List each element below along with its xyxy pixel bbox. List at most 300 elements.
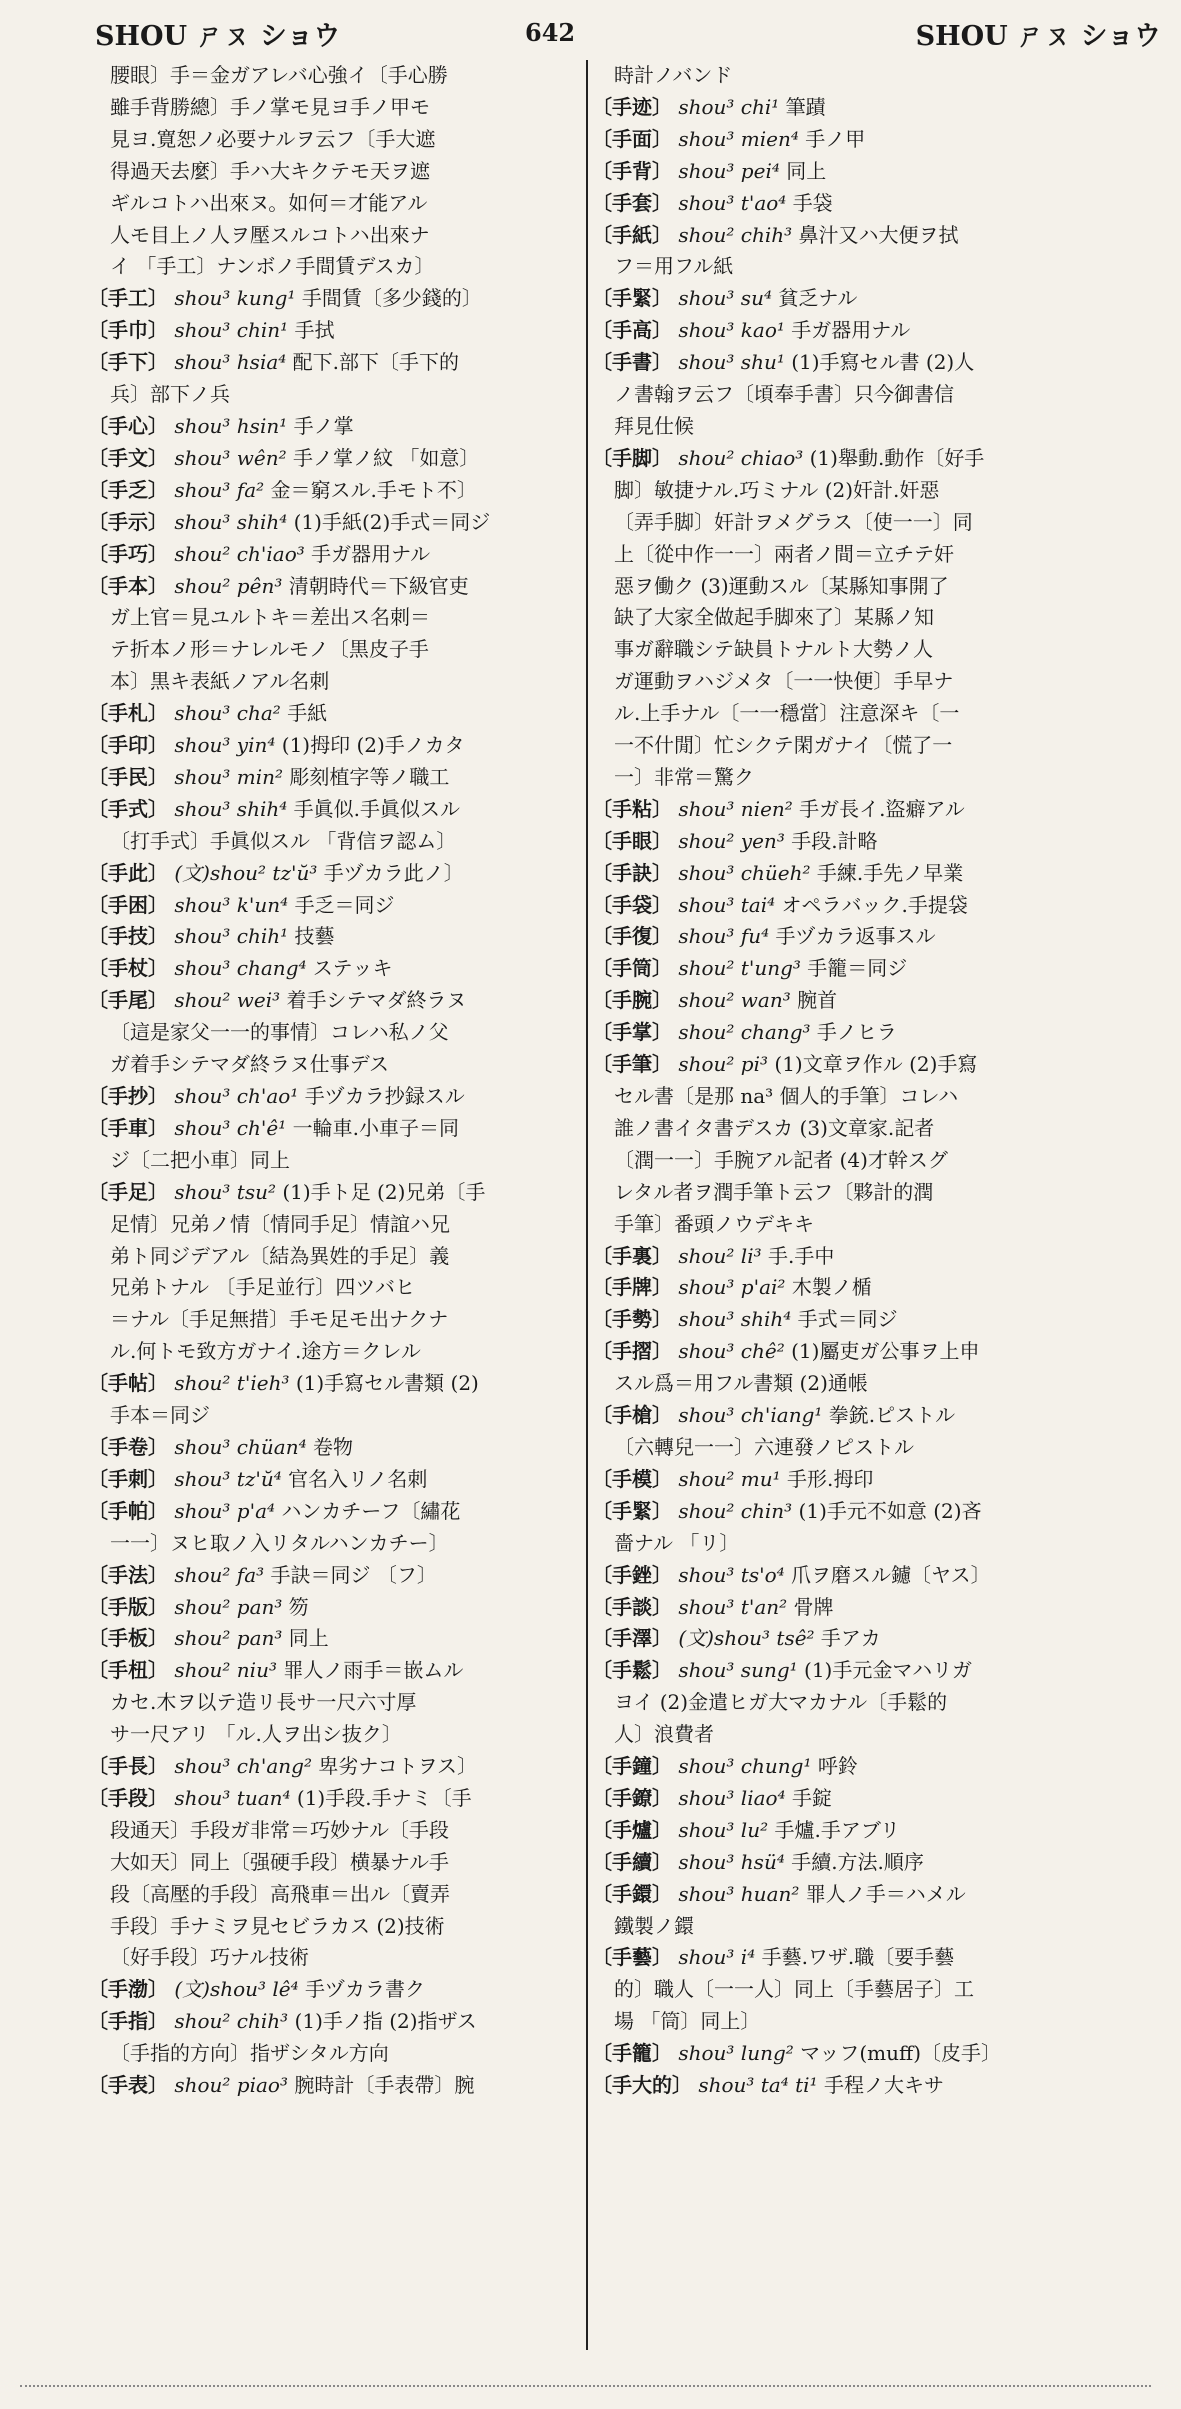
entry-definition: 手錠 [791, 1785, 832, 1810]
entry-definition: 一輪車.小車子＝同 [292, 1115, 459, 1140]
dictionary-entry [88, 283, 583, 315]
entry-continuation-line: 人モ目上ノ人ヲ壓スルコトハ出來ナ [110, 222, 430, 247]
dictionary-entry [88, 1655, 583, 1687]
column-divider [586, 60, 588, 2350]
dictionary-entry [88, 1974, 583, 2006]
dictionary-entry [592, 1751, 1092, 1783]
entry-definition: 手段.計略 [791, 828, 878, 853]
entry-headword: 〔手杖〕 [88, 956, 168, 981]
entry-headword: 〔手長〕 [88, 1754, 168, 1779]
entry-headword: 〔手爐〕 [592, 1817, 672, 1842]
entry-continuation-line: 時計ノバンド [614, 63, 733, 87]
entry-headword: 〔手筆〕 [592, 1052, 672, 1077]
entry-headword: 〔手訣〕 [592, 860, 672, 885]
entry-definition: 手式＝同ジ [797, 1307, 898, 1332]
entry-romanization: shou³ hsia⁴ [174, 350, 287, 375]
entry-headword: 〔手裏〕 [592, 1243, 672, 1268]
dictionary-entry [592, 1655, 1092, 1687]
dictionary-entry [88, 2070, 583, 2102]
entry-romanization: shou³ i⁴ [678, 1945, 756, 1970]
entry-headword: 〔手背〕 [592, 158, 672, 183]
dictionary-entry [88, 1368, 583, 1400]
entry-romanization: shou³ chih¹ [174, 924, 289, 949]
entry-romanization: shou³ shu¹ [678, 350, 785, 375]
dictionary-entry [592, 1847, 1092, 1879]
entry-headword: 〔手巧〕 [88, 541, 168, 566]
entry-continuation-line: テ折本ノ形＝ナレルモノ〔黒皮子手 [110, 637, 429, 662]
entry-definition: 手ノ甲 [805, 126, 866, 151]
entry-definition: マッフ(muff)〔皮手〕 [800, 2041, 1002, 2066]
entry-continuation-line: 弟ト同ジデアル〔結為異姓的手足〕義 [110, 1243, 450, 1268]
entry-romanization: shou³ fu⁴ [678, 924, 770, 949]
entry-definition: 腕首 [797, 988, 838, 1013]
entry-definition: (1)手元不如意 (2)吝 [798, 1498, 982, 1523]
entry-definition: 手アカ [820, 1626, 881, 1651]
entry-definition: 金＝窮スル.手モト不〕 [270, 477, 477, 502]
entry-definition: 手爐.手アブリ [774, 1817, 901, 1842]
entry-headword: 〔手摺〕 [592, 1339, 672, 1364]
entry-continuation-line: 鐵製ノ鐶 [614, 1913, 694, 1938]
entry-headword: 〔手緊〕 [592, 1498, 672, 1523]
page-number: 642 [525, 18, 576, 47]
entry-romanization: shou³ t'an² [678, 1594, 788, 1619]
entry-headword: 〔手尾〕 [88, 988, 168, 1013]
dictionary-entry [88, 475, 583, 507]
dictionary-entry [592, 92, 1092, 124]
dictionary-entry [592, 1592, 1092, 1624]
entry-romanization: shou³ liao⁴ [678, 1785, 786, 1810]
entry-romanization: shou² pên³ [174, 573, 283, 598]
entry-headword: 〔手續〕 [592, 1849, 672, 1874]
entry-romanization: shou² niu³ [174, 1658, 277, 1683]
entry-romanization: (文)shou² tz'ŭ³ [174, 860, 318, 885]
dictionary-entry [88, 1783, 583, 1815]
entry-romanization: shou² pan³ [174, 1626, 283, 1651]
entry-headword: 〔手困〕 [88, 892, 168, 917]
entry-definition: (1)手元金マハリガ [804, 1658, 972, 1683]
entry-headword: 〔手法〕 [88, 1562, 168, 1587]
entry-headword: 〔手帕〕 [88, 1498, 168, 1523]
dictionary-entry [592, 443, 1092, 475]
entry-romanization: shou³ shih⁴ [678, 1307, 792, 1332]
entry-romanization: shou³ yin⁴ [174, 733, 276, 758]
entry-definition: 鼻汁又ハ大便ヲ拭 [798, 222, 959, 247]
entry-definition: (1)拇印 (2)手ノカタ [281, 733, 465, 758]
entry-continuation-line: ジ〔二把小車〕同上 [110, 1147, 290, 1172]
entry-continuation-line: 手筆〕番頭ノウデキキ [614, 1211, 814, 1236]
entry-romanization: shou² pi³ [678, 1052, 769, 1077]
entry-definition: 技藝 [294, 924, 335, 949]
entry-romanization: shou³ pei⁴ [678, 158, 780, 183]
entry-romanization: shou³ ta⁴ ti¹ [698, 2073, 818, 2098]
entry-definition: (1)手寫セル書 (2)人 [791, 350, 975, 375]
entry-continuation-line: 一不什閒〕忙シクテ閑ガナイ〔慌了一 [614, 733, 953, 758]
entry-definition: (1)手紙(2)手式＝同ジ [293, 509, 491, 534]
entry-headword: 〔手鬆〕 [592, 1658, 672, 1683]
entry-continuation-line: 〔手指的方向〕指ザシタル方向 [110, 2041, 389, 2066]
entry-continuation-line: カセ.木ヲ以テ造リ長サ一尺六寸厚 [110, 1690, 417, 1715]
entry-headword: 〔手工〕 [88, 286, 168, 311]
entry-romanization: shou³ k'un⁴ [174, 892, 289, 917]
entry-continuation-line: イ 「手工〕ナンボノ手間賃デスカ〕 [110, 254, 435, 279]
entry-continuation-line: 〔打手式〕手眞似スル 「背信ヲ認ム〕 [110, 828, 457, 853]
entry-continuation-line: ノ書翰ヲ云フ〔頃奉手書〕只今御書信 [614, 382, 954, 407]
entry-definition: 手ノ掌 [293, 413, 354, 438]
entry-headword: 〔手書〕 [592, 350, 672, 375]
dictionary-entry [592, 1879, 1092, 1911]
entry-headword: 〔手澤〕 [592, 1626, 672, 1651]
entry-romanization: shou² li³ [678, 1243, 762, 1268]
entry-headword: 〔手勢〕 [592, 1307, 672, 1332]
entry-continuation-line: 〔六轉兒一一〕六連發ノピストル [614, 1434, 914, 1459]
dictionary-entry [88, 571, 583, 603]
entry-continuation-line: 手本＝同ジ [110, 1403, 210, 1428]
entry-headword: 〔手袋〕 [592, 892, 672, 917]
entry-definition: 手ヅカラ返事スル [775, 924, 936, 949]
dictionary-entry [592, 921, 1092, 953]
dictionary-entry [88, 794, 583, 826]
dictionary-entry [592, 1560, 1092, 1592]
entry-romanization: shou² wei³ [174, 988, 281, 1013]
entry-romanization: shou³ kung¹ [174, 286, 296, 311]
dictionary-entry [88, 762, 583, 794]
entry-romanization: shou² t'ung³ [678, 956, 801, 981]
entry-romanization: shou³ hsin¹ [174, 413, 288, 438]
entry-continuation-line: スル爲＝用フル書類 (2)通帳 [614, 1371, 868, 1396]
dictionary-entry [88, 411, 583, 443]
dictionary-entry [592, 890, 1092, 922]
entry-continuation-line: ヨイ (2)金遣ヒガ大マカナル〔手鬆的 [614, 1690, 948, 1715]
entry-headword: 〔手抄〕 [88, 1084, 168, 1108]
entry-definition: 手拭 [294, 318, 335, 343]
entry-continuation-line: 上〔從中作一一〕兩者ノ間＝立チテ奸 [614, 541, 954, 566]
entry-continuation-line: 兵〕部下ノ兵 [110, 382, 230, 407]
entry-romanization: shou² yen³ [678, 828, 785, 853]
entry-romanization: shou³ ch'ang² [174, 1754, 313, 1779]
entry-headword: 〔手藝〕 [592, 1945, 672, 1970]
dictionary-entry [88, 1464, 583, 1496]
entry-headword: 〔手粘〕 [592, 796, 672, 821]
entry-romanization: shou³ ch'ê¹ [174, 1115, 287, 1140]
entry-headword: 〔手下〕 [88, 350, 168, 375]
entry-headword: 〔手紙〕 [592, 222, 672, 247]
entry-definition: (1)舉動.動作〔好手 [809, 445, 985, 470]
dictionary-entry [592, 188, 1092, 220]
entry-headword: 〔手札〕 [88, 701, 168, 726]
left-column [88, 60, 583, 2391]
dictionary-entry [88, 539, 583, 571]
dictionary-entry [88, 2006, 583, 2038]
header-right-running-head: SHOU ㄕㄡ ショウ [915, 21, 1161, 52]
entry-headword: 〔手高〕 [592, 318, 672, 343]
entry-romanization: shou³ nien² [678, 796, 793, 821]
entry-continuation-line: 足情〕兄弟ノ情〔情同手足〕情誼ハ兄 [110, 1211, 450, 1236]
entry-headword: 〔手鐶〕 [592, 1881, 672, 1906]
entry-romanization: shou² chih³ [174, 2009, 289, 2034]
entry-romanization: shou² chin³ [678, 1498, 793, 1523]
entry-romanization: shou³ chüan⁴ [174, 1434, 307, 1459]
dictionary-entry [592, 1496, 1092, 1528]
entry-definition: 手ヅカラ抄録スル [304, 1084, 465, 1108]
entry-headword: 〔手刺〕 [88, 1466, 168, 1491]
dictionary-entry [88, 953, 583, 985]
entry-romanization: shou³ ts'o⁴ [678, 1562, 785, 1587]
entry-headword: 〔手卷〕 [88, 1434, 168, 1459]
entry-romanization: shou³ mien⁴ [678, 126, 799, 151]
entry-romanization: shou³ chüeh² [678, 860, 811, 885]
dictionary-entry [88, 921, 583, 953]
entry-definition: 罪人ノ手＝ハメル [805, 1881, 966, 1906]
dictionary-entry [88, 985, 583, 1017]
dictionary-entry [592, 220, 1092, 252]
bottom-dotted-rule [20, 2385, 1151, 2387]
dictionary-entry [592, 347, 1092, 379]
dictionary-entry [88, 443, 583, 475]
page-header [95, 14, 1161, 56]
entry-definition: 手乏＝同ジ [294, 892, 395, 917]
entry-headword: 〔手談〕 [592, 1594, 672, 1619]
entry-romanization: shou³ shih⁴ [174, 509, 288, 534]
entry-definition: (1)手ト足 (2)兄弟〔手 [282, 1179, 486, 1204]
entry-romanization: shou³ chê² [678, 1339, 785, 1364]
entry-romanization: shou³ lung² [678, 2041, 794, 2066]
entry-romanization: shou³ min² [174, 764, 284, 789]
dictionary-entry [592, 1241, 1092, 1273]
dictionary-entry [592, 1815, 1092, 1847]
entry-continuation-line: 缺了大家全做起手脚來了〕某縣ノ知 [614, 605, 934, 630]
dictionary-entry [592, 1304, 1092, 1336]
entry-definition: 手練.手先ノ早業 [816, 860, 964, 885]
entry-headword: 〔手表〕 [88, 2073, 168, 2098]
entry-definition: 手.手中 [767, 1243, 835, 1268]
dictionary-entry [592, 985, 1092, 1017]
entry-continuation-line: ガ上官＝見ユルトキ＝差出ス名刺＝ [110, 605, 430, 630]
entry-headword: 〔手此〕 [88, 860, 168, 885]
entry-definition: 手籠＝同ジ [807, 956, 908, 981]
dictionary-entry [592, 1942, 1092, 1974]
entry-continuation-line: 見ヨ.寛恕ノ必要ナルヲ云フ〔手大遮 [110, 126, 436, 151]
dictionary-entry [592, 2070, 1092, 2102]
entry-definition: (1)屬吏ガ公事ヲ上申 [791, 1339, 980, 1364]
entry-continuation-line: 腰眼〕手＝金ガアレバ心強イ〔手心勝 [110, 63, 448, 87]
entry-continuation-line: 〔這是家父一一的事情〕コレハ私ノ父 [110, 1020, 449, 1045]
entry-definition: 同上 [288, 1626, 329, 1651]
entry-definition: 手ガ長イ.盜癖アル [799, 796, 965, 821]
entry-continuation-line: 拜見仕候 [614, 413, 694, 438]
entry-continuation-line: サ一尺アリ 「ル.人ヲ出シ抜ク〕 [110, 1722, 402, 1747]
entry-headword: 〔手乏〕 [88, 477, 168, 502]
dictionary-entry [88, 858, 583, 890]
entry-romanization: shou³ chi¹ [678, 94, 780, 119]
entry-romanization: shou³ hsü⁴ [678, 1849, 785, 1874]
entry-continuation-line: 兄弟トナル 〔手足並行〕四ツバヒ [110, 1275, 415, 1300]
entry-romanization: shou³ tz'ŭ⁴ [174, 1466, 282, 1491]
entry-definition: 手ヅカラ書ク [305, 1977, 426, 2002]
dictionary-entry [88, 1113, 583, 1145]
dictionary-entry [88, 1496, 583, 1528]
entry-continuation-line: 惡ヲ働ク (3)運動スル〔某縣知事開了 [614, 573, 949, 598]
entry-romanization: shou³ huan² [678, 1881, 800, 1906]
entry-romanization: shou³ lu² [678, 1817, 769, 1842]
entry-continuation-line: 人〕浪費者 [614, 1722, 714, 1747]
entry-continuation-line: 〔好手段〕巧ナル技術 [110, 1945, 309, 1970]
entry-headword: 〔手腕〕 [592, 988, 672, 1013]
entry-definition: 骨牌 [793, 1594, 834, 1619]
entry-definition: 呼鈴 [817, 1754, 858, 1779]
entry-romanization: shou³ tai⁴ [678, 892, 776, 917]
entry-romanization: shou² chang³ [678, 1020, 811, 1045]
entry-continuation-line: 誰ノ書イタ書デスカ (3)文章家.記者 [614, 1115, 935, 1140]
entry-headword: 〔手眼〕 [592, 828, 672, 853]
entry-romanization: shou³ sung¹ [678, 1658, 798, 1683]
right-column [592, 60, 1092, 2391]
dictionary-entry [592, 1623, 1092, 1655]
entry-headword: 〔手段〕 [88, 1785, 168, 1810]
entry-continuation-line: 雖手背勝總〕手ノ掌モ見ヨ手ノ甲モ [110, 94, 430, 119]
entry-headword: 〔手印〕 [88, 733, 168, 758]
entry-continuation-line: ＝ナル〔手足無措〕手モ足モ出ナクナ [110, 1307, 449, 1332]
entry-romanization: shou³ t'ao⁴ [678, 190, 787, 215]
entry-definition: 同上 [786, 158, 827, 183]
entry-romanization: shou² ch'iao³ [174, 541, 305, 566]
dictionary-entry [592, 315, 1092, 347]
dictionary-entry [88, 1623, 583, 1655]
entry-headword: 〔手渤〕 [88, 1977, 168, 2002]
entry-continuation-line: 一〕非常＝驚ク [614, 764, 754, 789]
entry-headword: 〔手鐘〕 [592, 1754, 672, 1779]
entry-definition: 手ヅカラ此ノ〕 [323, 860, 464, 885]
entry-headword: 〔手大的〕 [592, 2073, 692, 2098]
entry-romanization: shou³ cha² [174, 701, 281, 726]
entry-definition: (1)文章ヲ作ル (2)手寫 [774, 1052, 978, 1077]
entry-headword: 〔手模〕 [592, 1466, 672, 1491]
entry-headword: 〔手巾〕 [88, 318, 168, 343]
entry-headword: 〔手迹〕 [592, 94, 672, 119]
entry-definition: 着手シテマダ終ラヌ [286, 988, 467, 1013]
entry-romanization: shou² piao³ [174, 2073, 288, 2098]
entry-headword: 〔手銼〕 [592, 1562, 672, 1587]
entry-headword: 〔手車〕 [88, 1115, 168, 1140]
entry-continuation-line: 本〕黒キ表紙ノアル名刺 [110, 669, 330, 694]
entry-definition: (1)手寫セル書類 (2) [295, 1371, 479, 1396]
entry-definition: 手形.拇印 [787, 1466, 874, 1491]
entry-continuation-line: 場 「筒〕同上〕 [614, 2009, 761, 2034]
entry-definition: 手ガ器用ナル [311, 541, 431, 566]
entry-definition: 貧乏ナル [778, 286, 858, 311]
dictionary-entry [592, 1783, 1092, 1815]
entry-romanization: (文)shou³ tsê² [678, 1626, 815, 1651]
entry-definition: 手程ノ大キサ [823, 2073, 944, 2098]
entry-romanization: shou³ shih⁴ [174, 796, 288, 821]
entry-romanization: shou² mu¹ [678, 1466, 781, 1491]
entry-romanization: shou³ ch'ao¹ [174, 1084, 299, 1108]
dictionary-entry [592, 1464, 1092, 1496]
entry-romanization: shou³ kao¹ [678, 318, 785, 343]
entry-definition: (1)手段.手ナミ〔手 [296, 1785, 472, 1810]
dictionary-entry [592, 2038, 1092, 2070]
dictionary-entry [592, 124, 1092, 156]
dictionary-entry [592, 1400, 1092, 1432]
entry-romanization: shou³ ch'iang¹ [678, 1403, 823, 1428]
entry-definition: 卷物 [312, 1434, 353, 1459]
entry-romanization: shou³ su⁴ [678, 286, 772, 311]
dictionary-entry [88, 1560, 583, 1592]
entry-definition: 木製ノ楯 [791, 1275, 872, 1300]
entry-headword: 〔手脚〕 [592, 445, 672, 470]
dictionary-entry [88, 507, 583, 539]
entry-romanization: shou³ tuan⁴ [174, 1785, 291, 1810]
entry-headword: 〔手籠〕 [592, 2041, 672, 2066]
entry-headword: 〔手鐐〕 [592, 1785, 672, 1810]
entry-continuation-line: ル.何トモ致方ガナイ.途方＝クレル [110, 1339, 421, 1364]
entry-romanization: shou³ wên² [174, 445, 287, 470]
entry-definition: 爪ヲ磨スル鑢〔ヤス〕 [791, 1562, 991, 1587]
entry-continuation-line: 嗇ナル 「リ〕 [614, 1530, 740, 1555]
entry-headword: 〔手民〕 [88, 764, 168, 789]
entry-continuation-line: 脚〕敏捷ナル.巧ミナル (2)奸計.奸惡 [614, 477, 940, 502]
entry-definition: 手藝.ワザ.職〔要手藝 [761, 1945, 955, 1970]
entry-romanization: shou² wan³ [678, 988, 791, 1013]
entry-headword: 〔手板〕 [88, 1626, 168, 1651]
dictionary-entry [88, 1432, 583, 1464]
entry-headword: 〔手筒〕 [592, 956, 672, 981]
dictionary-entry [592, 826, 1092, 858]
entry-definition: 官名入リノ名刺 [288, 1466, 428, 1491]
entry-definition: ハンカチーフ〔繡花 [281, 1498, 461, 1523]
dictionary-entry [592, 1049, 1092, 1081]
entry-definition: 手ノ掌ノ紋 「如意〕 [293, 445, 480, 470]
entry-continuation-line: ギルコトハ出來ヌ。如何＝才能アル [110, 190, 428, 215]
entry-romanization: shou³ chin¹ [174, 318, 289, 343]
dictionary-entry [88, 890, 583, 922]
entry-definition: 手紙 [287, 701, 328, 726]
entry-definition: オペラバック.手提袋 [781, 892, 968, 917]
entry-continuation-line: 的〕職人〔一一人〕同上〔手藝居子〕工 [614, 1977, 974, 2002]
entry-headword: 〔手牌〕 [592, 1275, 672, 1300]
entry-definition: 手袋 [792, 190, 833, 215]
entry-continuation-line: 〔弄手脚〕奸計ヲメグラス〔使一一〕同 [614, 509, 973, 534]
entry-romanization: shou³ tsu² [174, 1179, 276, 1204]
entry-romanization: (文)shou³ lê⁴ [174, 1977, 299, 2002]
dictionary-entry [88, 730, 583, 762]
entry-headword: 〔手杻〕 [88, 1658, 168, 1683]
entry-headword: 〔手技〕 [88, 924, 168, 949]
entry-romanization: shou³ chung¹ [678, 1754, 812, 1779]
entry-continuation-line: フ＝用フル紙 [614, 254, 734, 279]
entry-continuation-line: 段〔高壓的手段〕高飛車＝出ル〔賣弄 [110, 1881, 450, 1906]
entry-continuation-line: 得過天去麼〕手ハ大キクテモ天ヲ遮 [110, 158, 430, 183]
entry-continuation-line: 段通天〕手段ガ非常＝巧妙ナル〔手段 [110, 1817, 449, 1842]
entry-continuation-line: 大如天〕同上〔强硬手段〕横暴ナル手 [110, 1849, 449, 1874]
entry-headword: 〔手心〕 [88, 413, 168, 438]
header-left-running-head: SHOU ㄕㄡ ショウ [95, 21, 341, 52]
entry-definition: 清朝時代＝下級官吏 [288, 573, 469, 598]
entry-headword: 〔手指〕 [88, 2009, 168, 2034]
entry-definition: 手間賃〔多少錢的〕 [301, 286, 482, 311]
entry-definition: 罪人ノ雨手＝嵌ムル [283, 1658, 464, 1683]
dictionary-entry [592, 283, 1092, 315]
dictionary-entry [88, 347, 583, 379]
entry-continuation-line: ル.上手ナル〔一一穩當〕注意深キ〔一 [614, 701, 960, 726]
entry-continuation-line: ガ運動ヲハジメタ〔一一快便〕手早ナ [614, 669, 954, 694]
dictionary-entry [88, 1177, 583, 1209]
entry-definition: 筆蹟 [785, 94, 826, 119]
entry-romanization: shou² fa³ [174, 1562, 265, 1587]
entry-romanization: shou³ chang⁴ [174, 956, 307, 981]
entry-definition: 腕時計〔手表帶〕腕 [294, 2073, 475, 2098]
entry-definition: 手ノヒラ [816, 1020, 897, 1045]
entry-definition: ステッキ [312, 956, 393, 981]
